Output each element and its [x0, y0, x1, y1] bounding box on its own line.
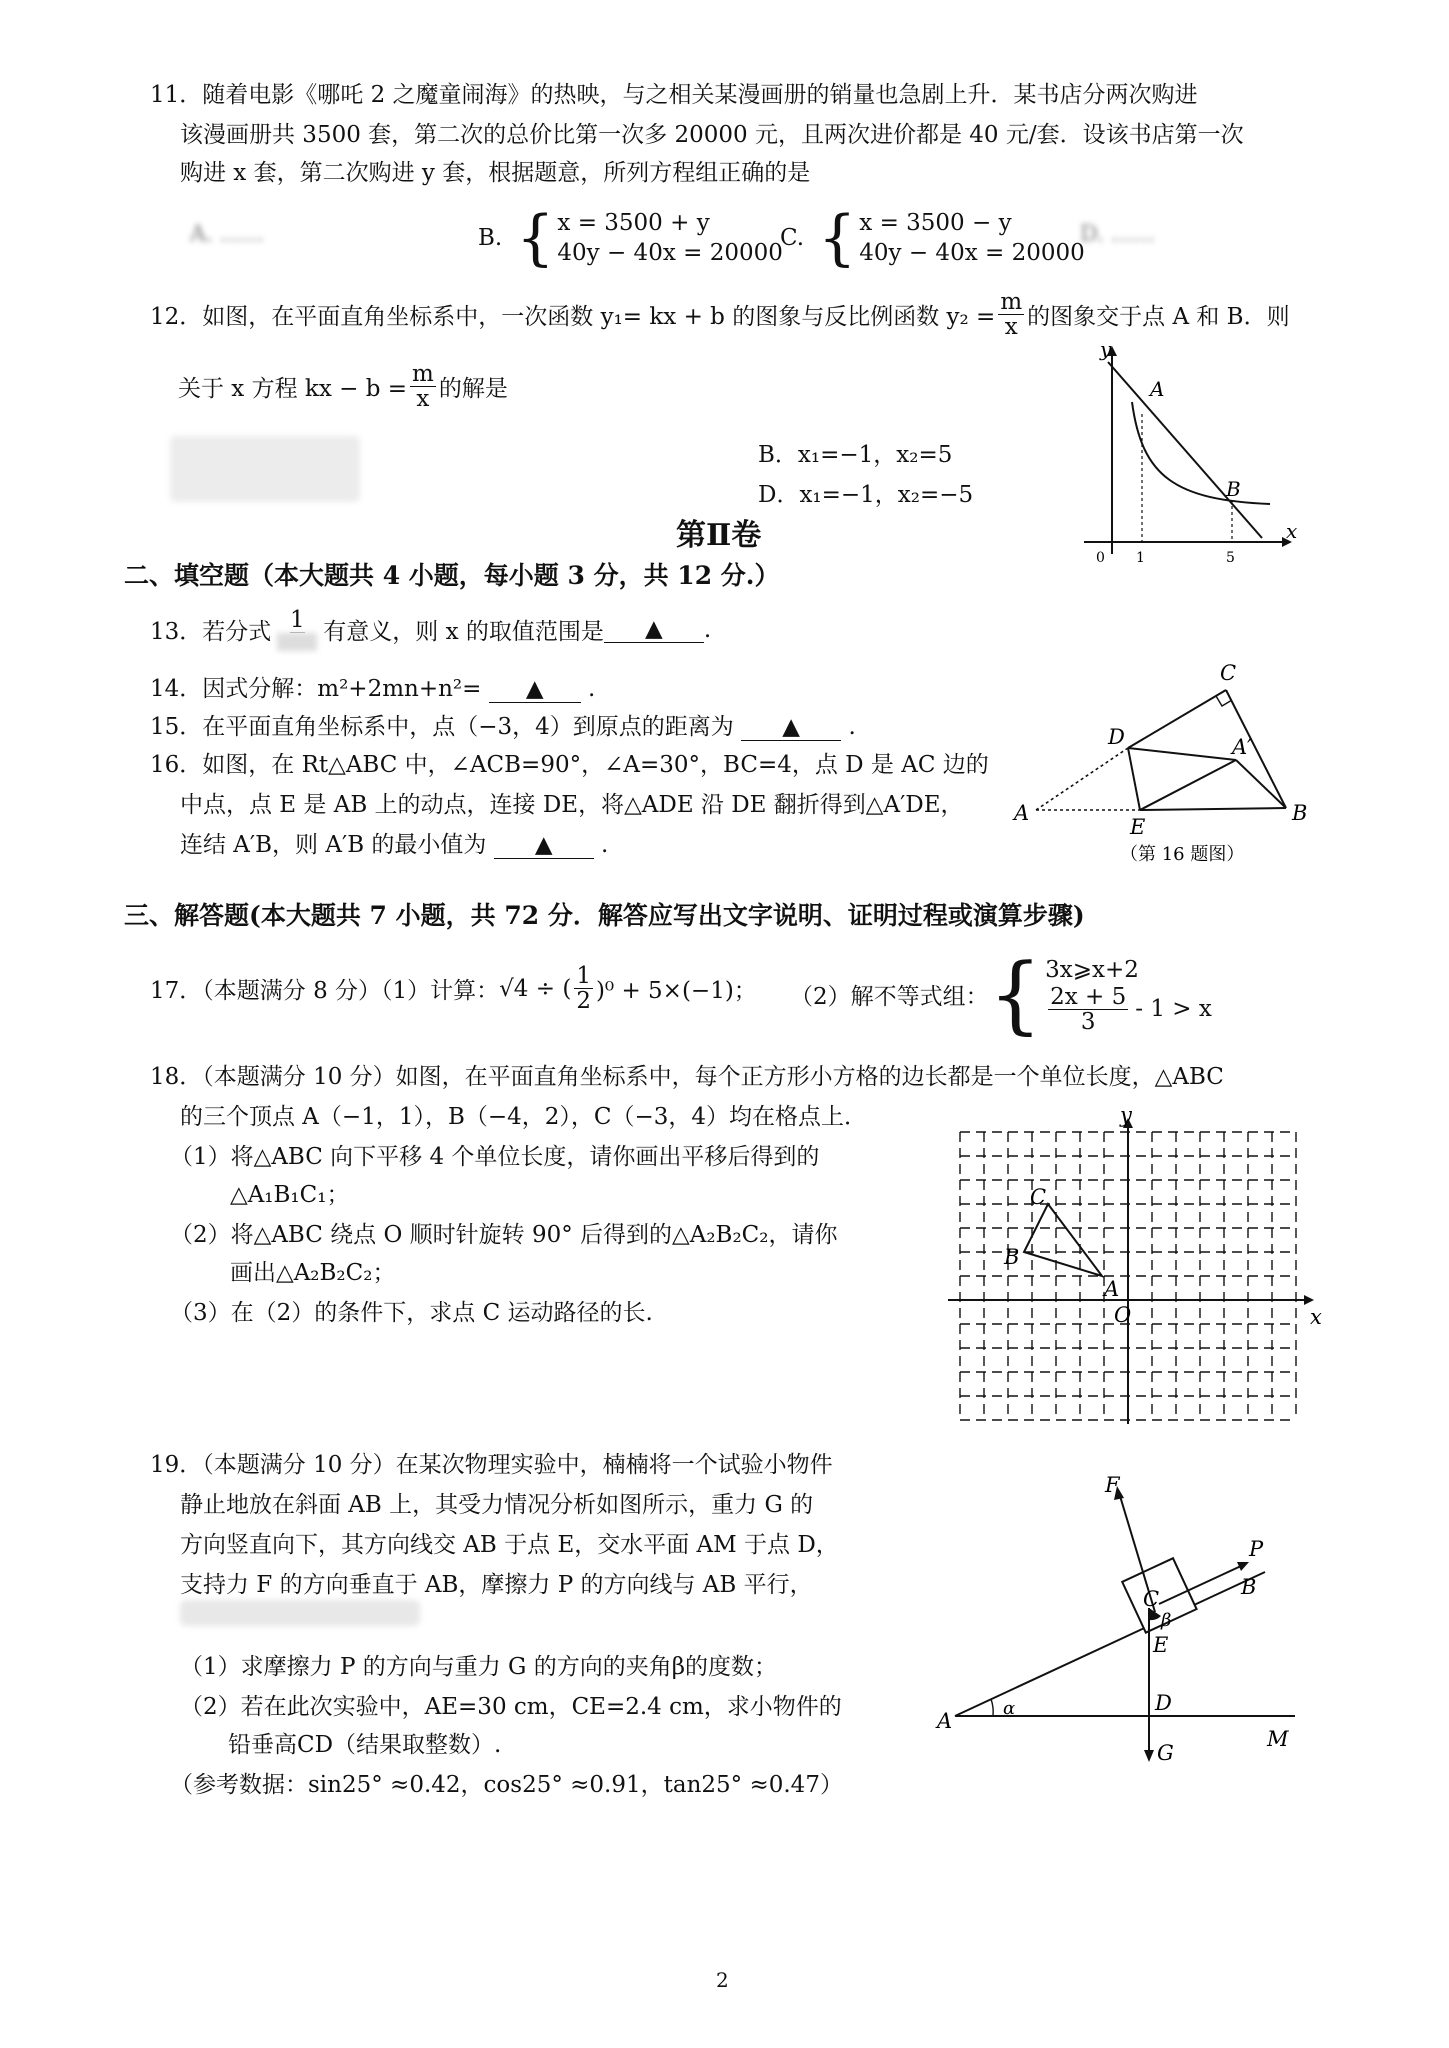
alpha-angle-mark: [991, 1699, 993, 1716]
label-a: A: [937, 1709, 953, 1733]
segment-ad: [1036, 748, 1128, 810]
label-g: G: [1157, 1741, 1174, 1765]
q19-line-4: 支持力 F 的方向垂直于 AB，摩擦力 P 的方向线与 AB 平行，: [180, 1572, 813, 1598]
q13-text: 有意义，则 x 的取值范围是: [323, 619, 604, 645]
q16-figure-caption: （第 16 题图）: [1120, 844, 1245, 865]
q11-line-1: 11．随着电影《哪吒 2 之魔童闹海》的热映，与之相关某漫画册的销量也急剧上升．某书店分两次购进: [150, 82, 1198, 108]
q17-part-1: [150, 964, 757, 1013]
y-axis-label: y: [1100, 337, 1112, 361]
label-d: D: [1108, 725, 1125, 749]
label-e: E: [1153, 1633, 1169, 1657]
label-a-prime: A′: [1232, 735, 1252, 759]
q12-blurred-options-ac: [170, 436, 360, 502]
q19-part-2-a: （2）若在此次实验中，AE=30 cm，CE=2.4 cm，求小物件的: [180, 1694, 842, 1720]
label-b: B: [1292, 801, 1308, 825]
q12-line-2-a: 关于 x 方程 kx − b =: [178, 376, 408, 402]
q12-fraction-m-over-x-2: [410, 362, 436, 411]
brace-icon: {: [818, 203, 857, 273]
q15-line: [150, 708, 856, 741]
fraction-denominator: 3: [1080, 1008, 1096, 1035]
q19-force-diagram: [935, 1470, 1305, 1770]
q18-grid-figure: [940, 1103, 1322, 1428]
q17-part-2-label: （2）解不等式组：: [790, 983, 989, 1010]
section-3-title: [124, 896, 1085, 932]
section-2-title: 二、填空题（本大题共 4 小题，每小题 3 分，共 12 分.）: [124, 561, 780, 590]
q11-option-a-blurred: A. ……: [190, 222, 264, 247]
q13-end: .: [703, 616, 712, 643]
fraction-numerator: 1: [289, 607, 305, 633]
point-a-label: A: [1150, 377, 1165, 401]
q11-option-b-eq1: x = 3500 + y: [557, 210, 710, 236]
q11-option-c-eq1: x = 3500 − y: [859, 210, 1012, 236]
q15-end: .: [848, 714, 856, 740]
fraction-numerator: m: [1000, 289, 1023, 315]
label-b: B: [1241, 1575, 1257, 1599]
object-block: [1122, 1558, 1196, 1632]
q14-answer-blank: ▲: [489, 676, 581, 703]
label-m: M: [1267, 1727, 1289, 1751]
g-arrow-icon: [1144, 1750, 1154, 1762]
q18-line-2: 的三个顶点 A（−1，1），B（−4，2），C（−3，4）均在格点上．: [180, 1104, 868, 1130]
q18-part-2-b: 画出△A₂B₂C₂；: [230, 1260, 396, 1286]
label-b: B: [1004, 1245, 1020, 1269]
q17-part-2: [790, 945, 1212, 1043]
origin-label: O: [1114, 1303, 1132, 1327]
label-a: A: [1014, 801, 1030, 825]
label-p: P: [1249, 1537, 1264, 1561]
point-b-label: B: [1226, 477, 1241, 501]
q15-answer-blank: ▲: [741, 714, 841, 741]
fraction-numerator: 2x + 5: [1050, 983, 1127, 1010]
q17-part-1-label: 17．（本题满分 8 分）（1）计算：: [150, 978, 500, 1004]
q16-end: .: [601, 832, 609, 858]
q12-line-1-a: 12．如图，在平面直角坐标系中，一次函数 y₁= kx + b 的图象与反比例函数 y₂ =: [150, 304, 996, 330]
q12-line-1: [150, 290, 1290, 339]
label-c: C: [1220, 661, 1237, 685]
q19-part-2-b: 铅垂高CD（结果取整数）.: [228, 1732, 502, 1758]
q14-line: [150, 670, 595, 703]
triangle-abc: [1024, 1204, 1102, 1276]
part-2-title: 第Ⅱ卷: [676, 518, 762, 553]
segment-a-prime-b: [1236, 760, 1286, 808]
label-c: C: [1030, 1185, 1047, 1209]
q13-answer-blank: ▲: [604, 616, 704, 643]
q17-expr-a: √4 ÷ (: [499, 975, 572, 1002]
q11-line-2: 该漫画册共 3500 套，第二次的总价比第一次多 20000 元，且两次进价都是 40 元/套．设该书店第一次: [180, 122, 1244, 148]
q17-expr-b: )⁰ + 5×(−1)；: [595, 978, 757, 1004]
section-3-title-bold: 三、解答题: [124, 901, 250, 930]
page-number: 2: [716, 1968, 729, 1992]
label-beta: β: [1161, 1610, 1172, 1631]
brace-icon: {: [516, 203, 555, 273]
q18-part-1-b: △A₁B₁C₁；: [230, 1182, 350, 1208]
q16-line-2: 中点，点 E 是 AB 上的动点，连接 DE，将△ADE 沿 DE 翻折得到△A′DE，: [180, 792, 964, 818]
x-axis-arrow-icon: [1304, 1295, 1314, 1305]
q19-line-5-blurred: [180, 1600, 420, 1626]
label-alpha: α: [1003, 1698, 1016, 1719]
q11-option-b-label: B.: [478, 225, 503, 251]
q17-fraction-one-half: [574, 964, 593, 1013]
brace-icon: {: [988, 945, 1043, 1043]
q16-line-3: [180, 826, 608, 859]
q13-line: [150, 608, 711, 651]
q16-line-1: 16．如图，在 Rt△ABC 中，∠ACB=90°，∠A=30°，BC=4，点 D 是 AC 边的: [150, 752, 989, 778]
q14-text: 14．因式分解：m²+2mn+n²=: [150, 676, 482, 702]
q12-line-2: [178, 362, 508, 411]
q17-inequality-2-rest: - 1 > x: [1135, 996, 1212, 1022]
x-axis-label: x: [1286, 519, 1298, 543]
q11-option-b: [478, 203, 783, 273]
q16-text: 连结 A′B，则 A′B 的最小值为: [180, 832, 487, 858]
fraction-denominator: 2: [576, 988, 591, 1014]
q16-answer-blank: ▲: [494, 832, 594, 859]
fraction-denominator: x: [416, 386, 430, 412]
segment-eb: [1140, 808, 1286, 810]
q14-end: .: [588, 676, 596, 702]
q19-line-3: 方向竖直向下，其方向线交 AB 于点 E，交水平面 AM 于点 D，: [180, 1532, 839, 1558]
fraction-denominator: x: [1004, 314, 1018, 340]
inverse-function-curve: [1132, 402, 1270, 504]
q17-fraction: [1048, 985, 1128, 1034]
linear-function-line: [1108, 362, 1262, 538]
q12-option-d: D．x₁=−1，x₂=−5: [758, 482, 974, 508]
label-c: C: [1143, 1587, 1160, 1611]
q18-part-2-a: （2）将△ABC 绕点 O 顺时针旋转 90° 后得到的△A₂B₂C₂，请你: [170, 1222, 838, 1248]
q19-line-1: 19．（本题满分 10 分）在某次物理实验中，楠楠将一个试验小物件: [150, 1452, 833, 1478]
block-rect: [1122, 1558, 1196, 1632]
fraction-numerator: 1: [576, 963, 591, 989]
q11-line-3: 购进 x 套，第二次购进 y 套，根据题意，所列方程组正确的是: [180, 160, 811, 186]
q19-line-2: 静止地放在斜面 AB 上，其受力情况分析如图所示，重力 G 的: [180, 1492, 814, 1518]
q13-prefix: 13．若分式: [150, 619, 272, 645]
q15-text: 15．在平面直角坐标系中，点（−3，4）到原点的距离为: [150, 714, 734, 740]
q19-reference-data: （参考数据：sin25° ≈0.42，cos25° ≈0.91，tan25° ≈0.47）: [170, 1772, 843, 1798]
q12-fraction-m-over-x: [998, 290, 1024, 339]
tick-label-1: 1: [1136, 550, 1145, 566]
q19-part-1: （1）求摩擦力 P 的方向与重力 G 的方向的夹角β的度数；: [180, 1654, 778, 1680]
q11-option-c-eq2: 40y − 40x = 20000: [859, 240, 1085, 266]
q11-option-d-blurred: D. ……: [1080, 222, 1155, 247]
q12-function-graph: [1080, 337, 1300, 566]
label-d: D: [1155, 1691, 1172, 1715]
segment-ea-prime: [1140, 760, 1236, 810]
label-e: E: [1130, 815, 1146, 839]
q11-option-c: [780, 203, 1085, 273]
origin-label: 0: [1096, 550, 1105, 566]
label-f: F: [1105, 1473, 1120, 1497]
incline-ab: [955, 1572, 1265, 1716]
q11-option-b-eq2: 40y − 40x = 20000: [557, 240, 783, 266]
q12-line-2-b: 的解是: [438, 376, 508, 402]
tick-label-5: 5: [1226, 550, 1235, 566]
q17-inequality-2: [1045, 985, 1212, 1034]
segment-da-prime: [1128, 748, 1236, 760]
q13-fraction-blurred: [277, 608, 317, 651]
q18-part-1-a: （1）将△ABC 向下平移 4 个单位长度，请你画出平移后得到的: [170, 1144, 820, 1170]
q12-option-b: B．x₁=−1，x₂=5: [758, 442, 953, 468]
section-3-title-rest: (本大题共 7 小题，共 72 分．解答应写出文字说明、证明过程或演算步骤): [249, 901, 1085, 930]
q18-part-3: （3）在（2）的条件下，求点 C 运动路径的长.: [170, 1300, 653, 1326]
segment-de: [1128, 748, 1140, 810]
y-axis-label: y: [1120, 1103, 1132, 1127]
q18-line-1: 18．（本题满分 10 分）如图，在平面直角坐标系中，每个正方形小方格的边长都是一个单位长度，△ABC: [150, 1064, 1224, 1090]
q11-option-c-label: C.: [780, 225, 805, 251]
fraction-numerator: m: [412, 361, 434, 387]
q17-inequality-1: 3x⩾x+2: [1045, 956, 1139, 983]
segment-dc: [1128, 690, 1226, 748]
q12-line-1-b: 的图象交于点 A 和 B．则: [1027, 304, 1290, 330]
x-axis-label: x: [1310, 1305, 1322, 1329]
label-a: A: [1104, 1277, 1120, 1301]
q16-triangle-figure: [1000, 660, 1320, 870]
